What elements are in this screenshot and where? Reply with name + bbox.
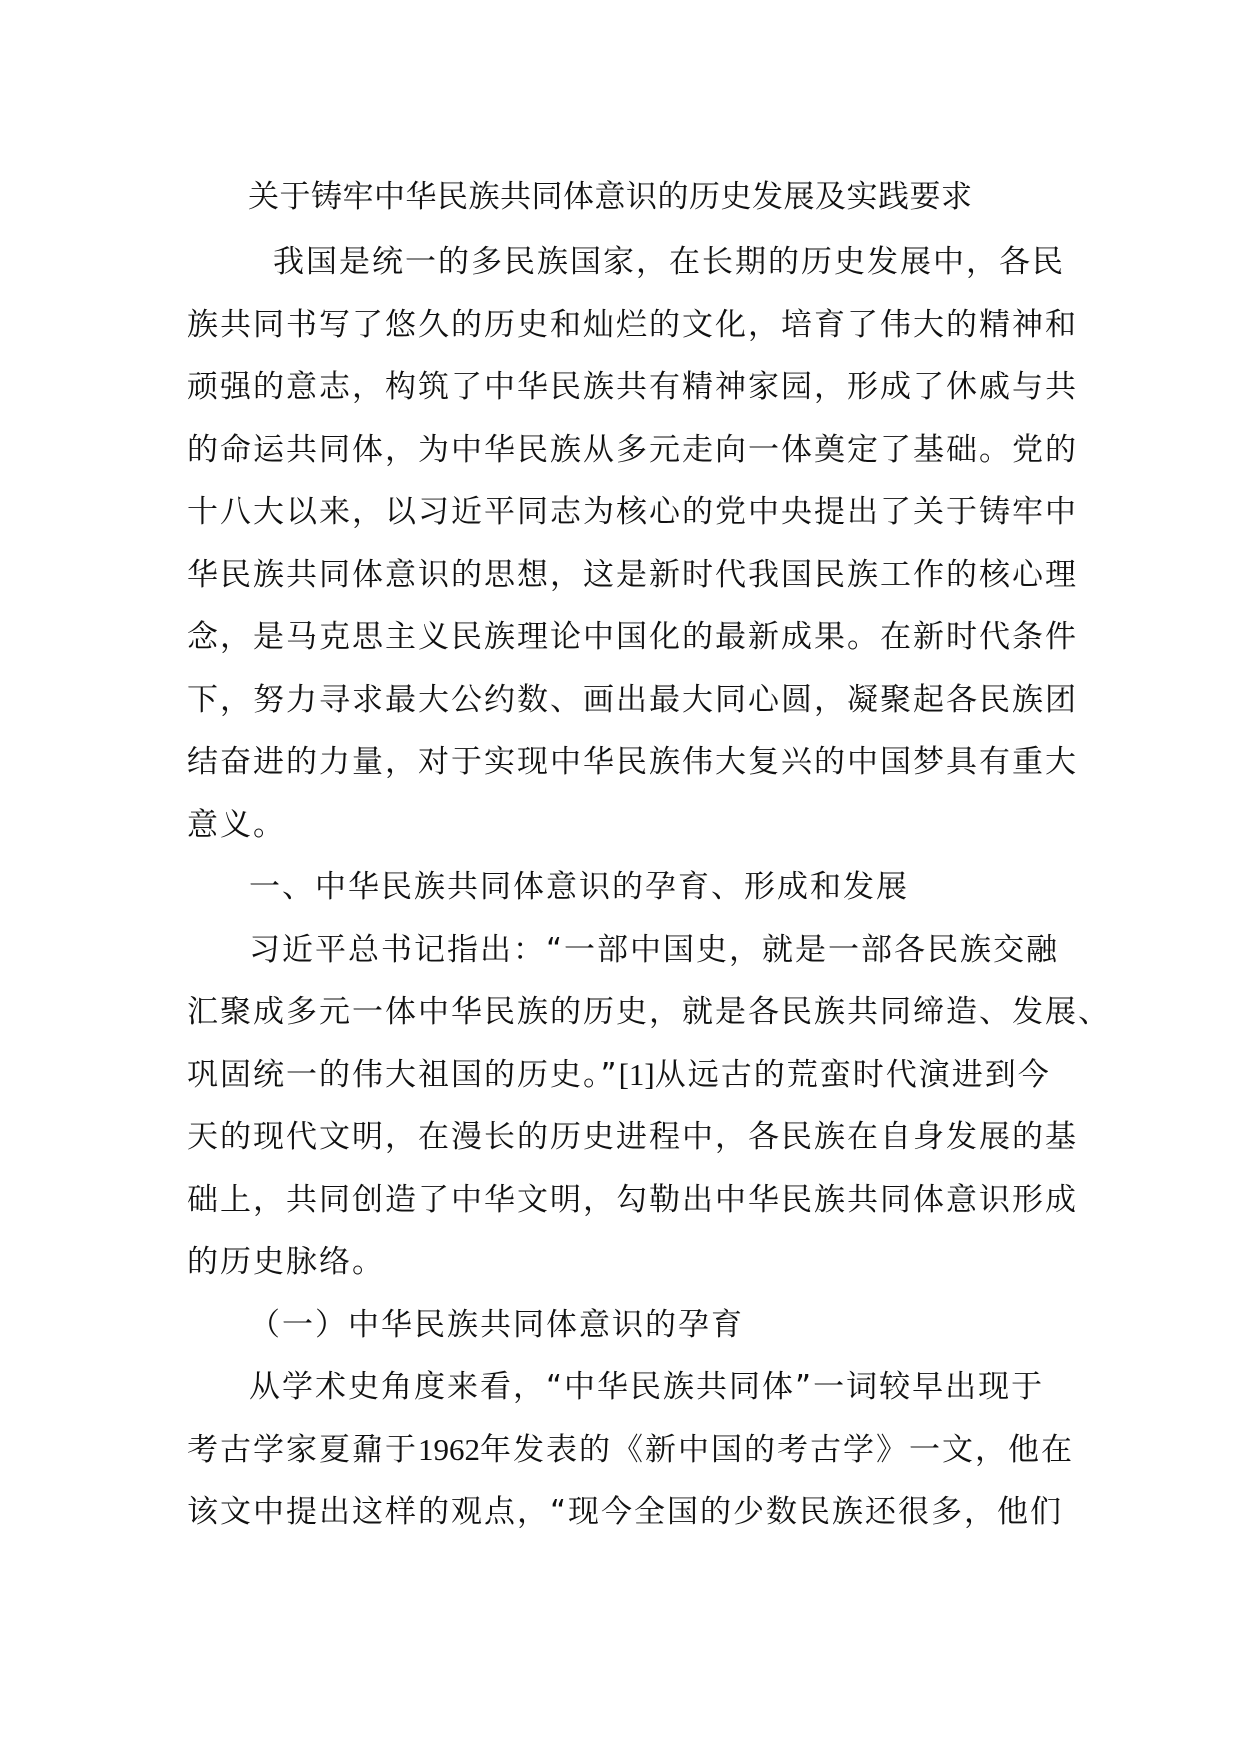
text-line: 意义。 xyxy=(187,806,286,843)
text-line: 华民族共同体意识的思想，这是新时代我国民族工作的核心理 xyxy=(187,556,1078,593)
text-segment: 考古学家夏鼐于 xyxy=(187,1431,418,1468)
section-heading-1 xyxy=(187,856,1059,919)
paragraph-academic xyxy=(187,1356,1074,1544)
document-title: 关于铸牢中华民族共同体意识的历史发展及实践要求 xyxy=(248,179,973,215)
text-line: 的命运共同体，为中华民族从多元走向一体奠定了基础。党的 xyxy=(187,431,1078,468)
text-segment: 巩固统一的伟大祖国的历史。” xyxy=(187,1056,619,1093)
text-line xyxy=(187,1419,1074,1482)
year-number: 1962 xyxy=(418,1431,480,1467)
text-line: 的历史脉络。 xyxy=(187,1244,385,1280)
text-line: 念，是马克思主义民族理论中国化的最新成果。在新时代条件 xyxy=(187,619,1078,655)
text-line: 汇聚成多元一体中华民族的历史，就是各民族共同缔造、发展、 xyxy=(187,994,1111,1030)
paragraph-quote xyxy=(187,919,1111,1294)
text-line: 我国是统一的多民族国家，在长期的历史发展中，各民 xyxy=(273,244,1065,280)
document-body xyxy=(187,231,1111,1544)
text-line: 下，努力寻求最大公约数、画出最大同心圆，凝聚起各民族团 xyxy=(187,681,1078,718)
text-line: 十八大以来，以习近平同志为核心的党中央提出了关于铸牢中 xyxy=(187,494,1078,530)
text-line: 族共同书写了悠久的历史和灿烂的文化，培育了伟大的精神和 xyxy=(187,306,1078,343)
text-segment: 年发表的《新中国的考古学》一文，他在 xyxy=(480,1431,1074,1468)
text-line: 习近平总书记指出：“一部中国史，就是一部各民族交融 xyxy=(249,931,1060,968)
text-line: 从学术史角度来看，“中华民族共同体”一词较早出现于 xyxy=(249,1369,1045,1405)
heading-line: （一）中华民族共同体意识的孕育 xyxy=(249,1306,744,1343)
paragraph-intro xyxy=(187,231,1078,856)
text-line: 础上，共同创造了中华文明，勾勒出中华民族共同体意识形成 xyxy=(187,1181,1078,1218)
text-line: 结奋进的力量，对于实现中华民族伟大复兴的中国梦具有重大 xyxy=(187,744,1078,780)
text-line: 该文中提出这样的观点，“现今全国的少数民族还很多，他们 xyxy=(187,1494,1064,1530)
section-heading-1-1 xyxy=(187,1294,1059,1357)
text-line xyxy=(187,1044,1059,1107)
heading-line: 一、中华民族共同体意识的孕育、形成和发展 xyxy=(249,869,909,905)
citation-marker: [1] xyxy=(618,1056,655,1092)
text-line: 天的现代文明，在漫长的历史进程中，各民族在自身发展的基 xyxy=(187,1119,1078,1155)
text-line: 顽强的意志，构筑了中华民族共有精神家园，形成了休戚与共 xyxy=(187,369,1078,405)
text-segment: 从远古的荒蛮时代演进到今 xyxy=(654,1056,1051,1093)
